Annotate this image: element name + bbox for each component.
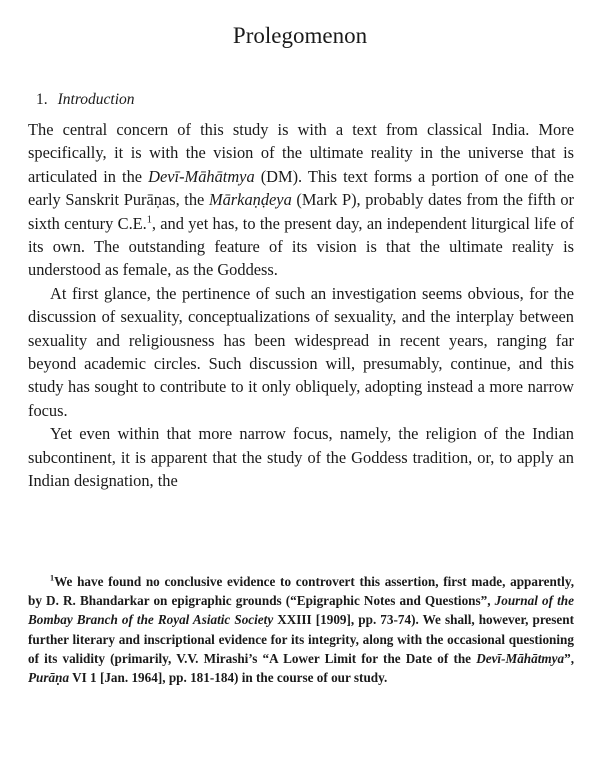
paragraph-3: Yet even within that more narrow focus, namely, the religion of the Indian subcontinent, it is apparent that the study of the Goddess tradition, or, to apply an Indian designation, the bbox=[28, 424, 574, 491]
p1-text-c: (DM). This text forms a portion of one of the early Sanskrit Purāṇas, the bbox=[28, 166, 574, 210]
fn-text-e: ”, bbox=[564, 650, 574, 666]
fn-text-c: XXIII [1909], pp. 73-74). We shall, however, present further literary and inscriptional evidence for its integrity, along with the occasional questioning of its validity (primarily, V.V. Mirashi’s “A Lower Limit for the Date of the bbox=[28, 612, 574, 666]
paragraph-1 bbox=[28, 118, 574, 282]
footnote bbox=[28, 572, 574, 687]
footnote-reference: 1 bbox=[146, 214, 152, 226]
fn-journal-title: Journal of the Bombay Branch of the Royal Asiatic Society bbox=[28, 593, 574, 628]
section-heading bbox=[36, 90, 135, 110]
fn-work-title: Devī-Māhātmya bbox=[476, 650, 565, 666]
footnote-marker: 1 bbox=[50, 573, 55, 583]
section-number: 1. bbox=[36, 91, 48, 108]
fn-text-a: We have found no conclusive evidence to controvert this assertion, first made, apparently, by D. R. Bhandarkar on epigraphic grounds (“Epigraphic Notes and Questions”, bbox=[28, 574, 574, 609]
page-title: Prolegomenon bbox=[232, 23, 368, 48]
p1-work-title: Devī-Māhātmya bbox=[148, 166, 255, 186]
p1-text-g: , and yet has, to the present day, an independent liturgical life of its own. The outstanding feature of its vision is that the ultimate reality is understood as female, as the Goddess. bbox=[28, 213, 574, 280]
fn-journal-purana: Purāṇa bbox=[28, 670, 70, 686]
p1-purana-name: Mārkaṇḍeya bbox=[208, 190, 292, 210]
footnote-1 bbox=[28, 572, 574, 687]
paragraph-2: At first glance, the pertinence of such an investigation seems obvious, for the discussion of sexuality, conceptualizations of sexuality, and the interplay between sexuality and religiousness has been widespread in recent years, ranging far beyond academic circles. Such discussion will, presumably, continue, and this study has sought to contribute to it only obliquely, adopting instead a more narrow focus. bbox=[28, 283, 574, 420]
fn-text-g: VI 1 [Jan. 1964], pp. 181-184) in the course of our study. bbox=[69, 670, 388, 686]
section-title: Introduction bbox=[57, 91, 135, 108]
body-text bbox=[28, 118, 574, 493]
p1-text-a: The central concern of this study is with a text from classical India. More specifically, it is with the vision of the ultimate reality in the universe that is articulated in the bbox=[28, 120, 574, 186]
p1-text-e: (Mark P), probably dates from the fifth or sixth century C.E. bbox=[28, 190, 574, 233]
